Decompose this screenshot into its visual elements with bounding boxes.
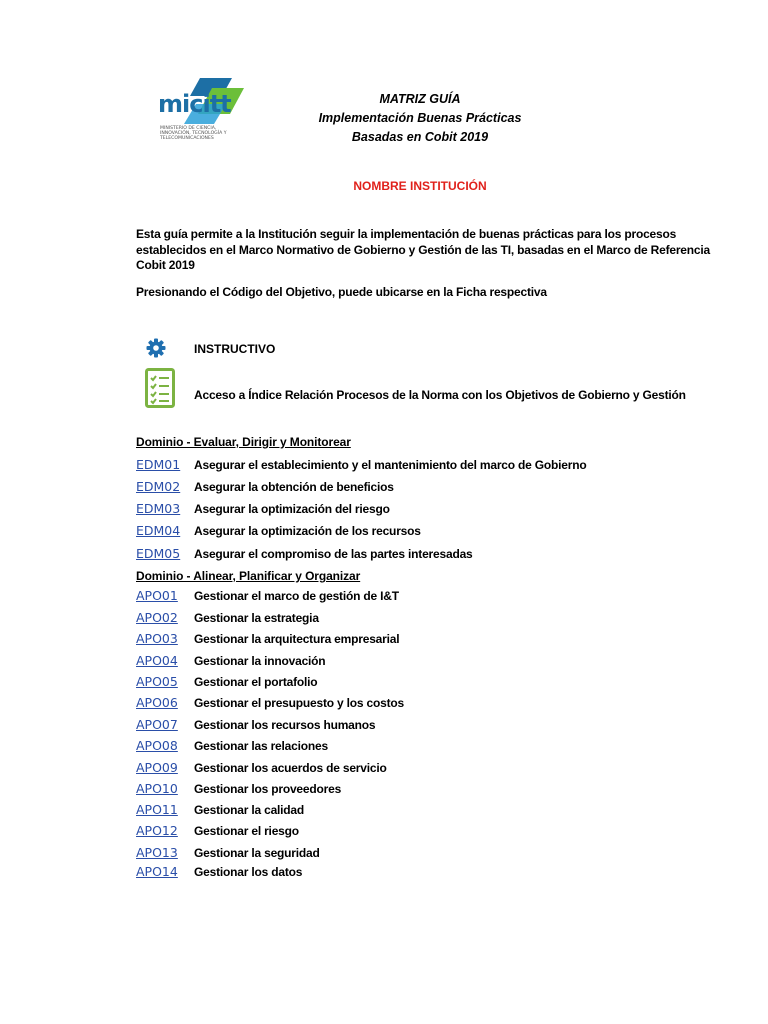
objective-code-link[interactable]: APO12 <box>136 823 178 838</box>
objective-code-link[interactable]: APO13 <box>136 845 178 860</box>
objective-code-link[interactable]: APO09 <box>136 760 178 775</box>
objective-code-link[interactable]: APO14 <box>136 864 178 879</box>
document-title <box>300 90 540 147</box>
objective-code-link[interactable]: APO02 <box>136 610 178 625</box>
objective-code-link[interactable]: APO10 <box>136 781 178 796</box>
objective-name: Asegurar la optimización de los recursos <box>194 524 421 538</box>
objective-code-link[interactable]: EDM02 <box>136 479 181 494</box>
title-line-1: MATRIZ GUÍA <box>379 92 461 106</box>
objective-code-link[interactable]: APO03 <box>136 631 178 646</box>
objective-code-link[interactable]: APO05 <box>136 674 178 689</box>
objective-name: Asegurar la obtención de beneficios <box>194 480 394 494</box>
institution-name: NOMBRE INSTITUCIÓN <box>353 179 487 193</box>
title-line-2: Implementación Buenas Prácticas <box>318 111 522 125</box>
objective-code-link[interactable]: EDM01 <box>136 457 181 472</box>
objective-code-link[interactable]: EDM04 <box>136 523 181 538</box>
checklist-icon[interactable] <box>145 368 175 408</box>
logo-subtext: MINISTERIO DE CIENCIA, INNOVACIÓN, TECNOLOGÍA Y TELECOMUNICACIONES <box>160 126 227 142</box>
objective-name: Gestionar el marco de gestión de I&T <box>194 589 399 603</box>
logo-wordmark: micitt <box>158 90 231 118</box>
gear-icon[interactable] <box>146 338 166 358</box>
objective-code-link[interactable]: EDM05 <box>136 546 181 561</box>
objective-name: Gestionar el presupuesto y los costos <box>194 696 404 710</box>
objective-name: Gestionar los recursos humanos <box>194 718 376 732</box>
micitt-logo <box>156 74 248 158</box>
objective-name: Gestionar la calidad <box>194 803 305 817</box>
objective-name: Gestionar la innovación <box>194 654 326 668</box>
objective-code-link[interactable]: APO06 <box>136 695 178 710</box>
objective-name: Gestionar los datos <box>194 865 303 879</box>
objective-name: Gestionar la seguridad <box>194 846 320 860</box>
objective-name: Asegurar la optimización del riesgo <box>194 502 390 516</box>
objective-code-link[interactable]: APO01 <box>136 588 178 603</box>
objective-name: Gestionar las relaciones <box>194 739 328 753</box>
objective-name: Gestionar el riesgo <box>194 824 299 838</box>
objective-name: Gestionar los acuerdos de servicio <box>194 761 387 775</box>
intro-paragraph: Esta guía permite a la Institución seguir la implementación de buenas prácticas para los procesos establecidos en el Marco Normativo de Gobierno y Gestión de las TI, basadas en el Marco de Referencia Cobit 2019 <box>136 227 710 272</box>
objective-code-link[interactable]: APO08 <box>136 738 178 753</box>
title-line-3: Basadas en Cobit 2019 <box>351 130 489 144</box>
objective-code-link[interactable]: APO11 <box>136 802 178 817</box>
objective-name: Asegurar el establecimiento y el mantenimiento del marco de Gobierno <box>194 458 587 472</box>
objective-code-link[interactable]: APO07 <box>136 717 178 732</box>
domain-heading-apo: Dominio - Alinear, Planificar y Organizar <box>136 569 361 583</box>
objective-name: Gestionar la estrategia <box>194 611 319 625</box>
objective-code-link[interactable]: EDM03 <box>136 501 181 516</box>
instructivo-link[interactable]: INSTRUCTIVO <box>194 342 276 356</box>
index-access-link[interactable]: Acceso a Índice Relación Procesos de la Norma con los Objetivos de Gobierno y Gestión <box>194 388 686 402</box>
objective-name: Asegurar el compromiso de las partes interesadas <box>194 547 473 561</box>
navigation-hint: Presionando el Código del Objetivo, puede ubicarse en la Ficha respectiva <box>136 285 547 299</box>
objective-name: Gestionar la arquitectura empresarial <box>194 632 400 646</box>
objective-name: Gestionar los proveedores <box>194 782 342 796</box>
objective-name: Gestionar el portafolio <box>194 675 318 689</box>
domain-heading-edm: Dominio - Evaluar, Dirigir y Monitorear <box>136 435 351 449</box>
objective-code-link[interactable]: APO04 <box>136 653 178 668</box>
